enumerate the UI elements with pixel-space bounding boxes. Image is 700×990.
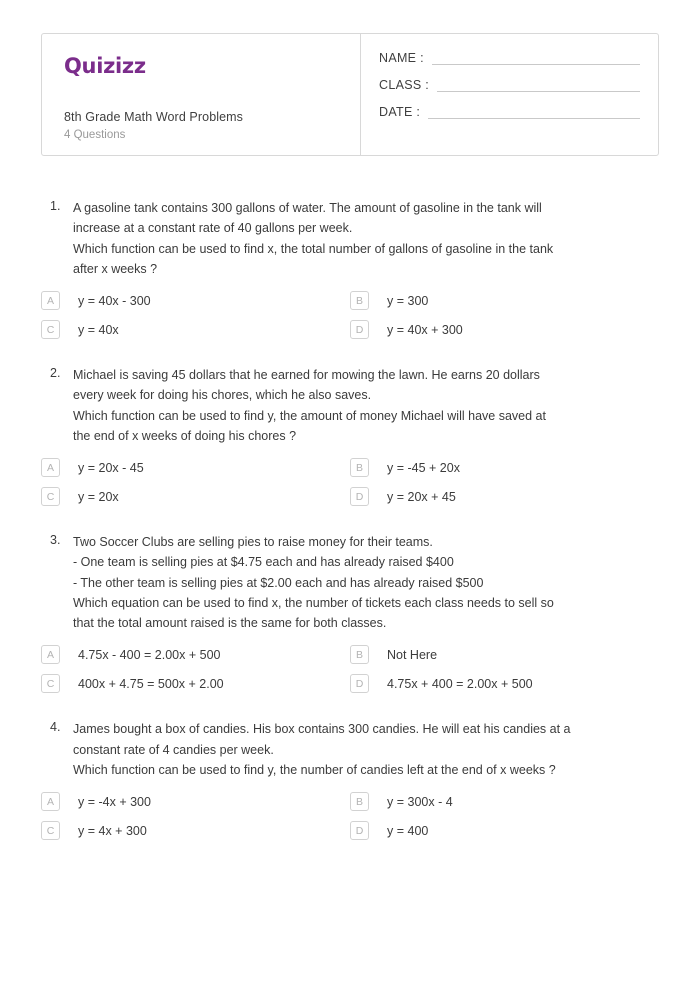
question-text [73,532,659,633]
option-letter: D [350,320,369,339]
option-text: y = 40x [78,322,119,337]
name-label: NAME : [379,51,424,65]
question-line: Which function can be used to find x, the total number of gallons of gasoline in the tank [73,241,554,256]
class-label: CLASS : [379,78,430,92]
option-text: Not Here [387,647,438,662]
option-letter: C [41,674,60,693]
question-header [41,532,659,633]
class-field-row [379,78,640,92]
option-letter: C [41,821,60,840]
option-letter: A [41,645,60,664]
section-spacer [41,522,659,532]
question-line: constant rate of 4 candies per week. [73,742,274,757]
option-d[interactable] [350,674,659,693]
name-field-row [379,51,640,65]
option-text: y = 40x - 300 [78,293,151,308]
option-c[interactable] [41,674,350,693]
question-line: Which function can be used to find y, the number of candies left at the end of x weeks ? [73,762,556,777]
question-text [73,365,659,446]
option-b[interactable] [350,291,659,310]
question-count: 4 Questions [64,129,126,141]
option-a[interactable] [41,291,350,310]
question-line: Michael is saving 45 dollars that he earned for mowing the lawn. He earns 20 dollars [73,368,540,382]
answer-options [41,792,659,840]
option-text: y = 20x [78,489,119,504]
option-c[interactable] [41,487,350,506]
question-block [41,719,659,840]
option-text: y = 300x - 4 [387,794,453,809]
class-input[interactable] [437,78,640,92]
question-number: 1. [50,199,61,213]
option-text: 4.75x - 400 = 2.00x + 500 [78,647,221,662]
question-header [41,365,659,446]
option-letter: C [41,487,60,506]
option-letter: B [350,291,369,310]
answer-options [41,645,659,693]
option-text: y = 300 [387,293,429,308]
student-info-fields [360,34,658,155]
date-label: DATE : [379,105,421,119]
option-a[interactable] [41,458,350,477]
option-a[interactable] [41,792,350,811]
date-field-row [379,105,640,119]
option-text: 400x + 4.75 = 500x + 2.00 [78,676,224,691]
option-d[interactable] [350,487,659,506]
question-line: A gasoline tank contains 300 gallons of water. The amount of gasoline in the tank will [73,201,542,215]
option-text: y = 400 [387,823,429,838]
question-block [41,365,659,506]
option-letter: C [41,320,60,339]
option-a[interactable] [41,645,350,664]
name-input[interactable] [432,51,640,65]
option-text: y = 4x + 300 [78,823,147,838]
option-b[interactable] [350,645,659,664]
option-letter: D [350,821,369,840]
option-letter: A [41,458,60,477]
option-c[interactable] [41,821,350,840]
option-d[interactable] [350,821,659,840]
option-b[interactable] [350,792,659,811]
question-number: 4. [50,720,61,735]
question-line: - One team is selling pies at $4.75 each and has already raised $400 [73,555,454,570]
question-number: 2. [50,366,61,380]
quizizz-logo: Quizizz [64,54,146,78]
question-block [41,532,659,693]
question-line: Which equation can be used to find x, the number of tickets each class needs to sell so [73,595,554,610]
header-left [42,34,360,155]
option-letter: B [350,645,369,664]
option-text: y = 20x - 45 [78,460,144,475]
answer-options [41,291,659,339]
question-line: Which function can be used to find y, the amount of money Michael will have saved at [73,408,546,423]
date-input[interactable] [428,105,640,119]
option-text: y = -45 + 20x [387,460,460,475]
question-header [41,198,659,279]
section-spacer [41,709,659,719]
answer-options [41,458,659,506]
question-line: every week for doing his chores, which he also saves. [73,388,372,403]
worksheet-header-card [41,33,659,156]
question-number: 3. [50,533,61,547]
question-line: increase at a constant rate of 40 gallons per week. [73,221,353,236]
option-b[interactable] [350,458,659,477]
page-title: 8th Grade Math Word Problems [64,110,244,124]
question-line: that the total amount raised is the same for both classes. [73,616,387,630]
question-line: the end of x weeks of doing his chores ? [73,428,297,443]
option-text: y = -4x + 300 [78,794,151,809]
question-text [73,198,659,279]
option-letter: D [350,487,369,506]
option-letter: A [41,291,60,310]
option-text: 4.75x + 400 = 2.00x + 500 [387,676,533,691]
question-line: James bought a box of candies. His box contains 300 candies. He will eat his candies at a [73,722,571,737]
question-line: after x weeks ? [73,261,158,276]
question-line: - The other team is selling pies at $2.00 each and has already raised $500 [73,575,484,590]
question-header [41,719,659,780]
option-letter: B [350,792,369,811]
question-line: Two Soccer Clubs are selling pies to raise money for their teams. [73,535,433,549]
option-letter: A [41,792,60,811]
section-spacer [41,355,659,365]
option-d[interactable] [350,320,659,339]
option-c[interactable] [41,320,350,339]
question-text [73,719,659,780]
questions-list [41,198,659,856]
option-letter: D [350,674,369,693]
option-text: y = 40x + 300 [387,322,463,337]
option-text: y = 20x + 45 [387,489,456,504]
question-block [41,198,659,339]
option-letter: B [350,458,369,477]
